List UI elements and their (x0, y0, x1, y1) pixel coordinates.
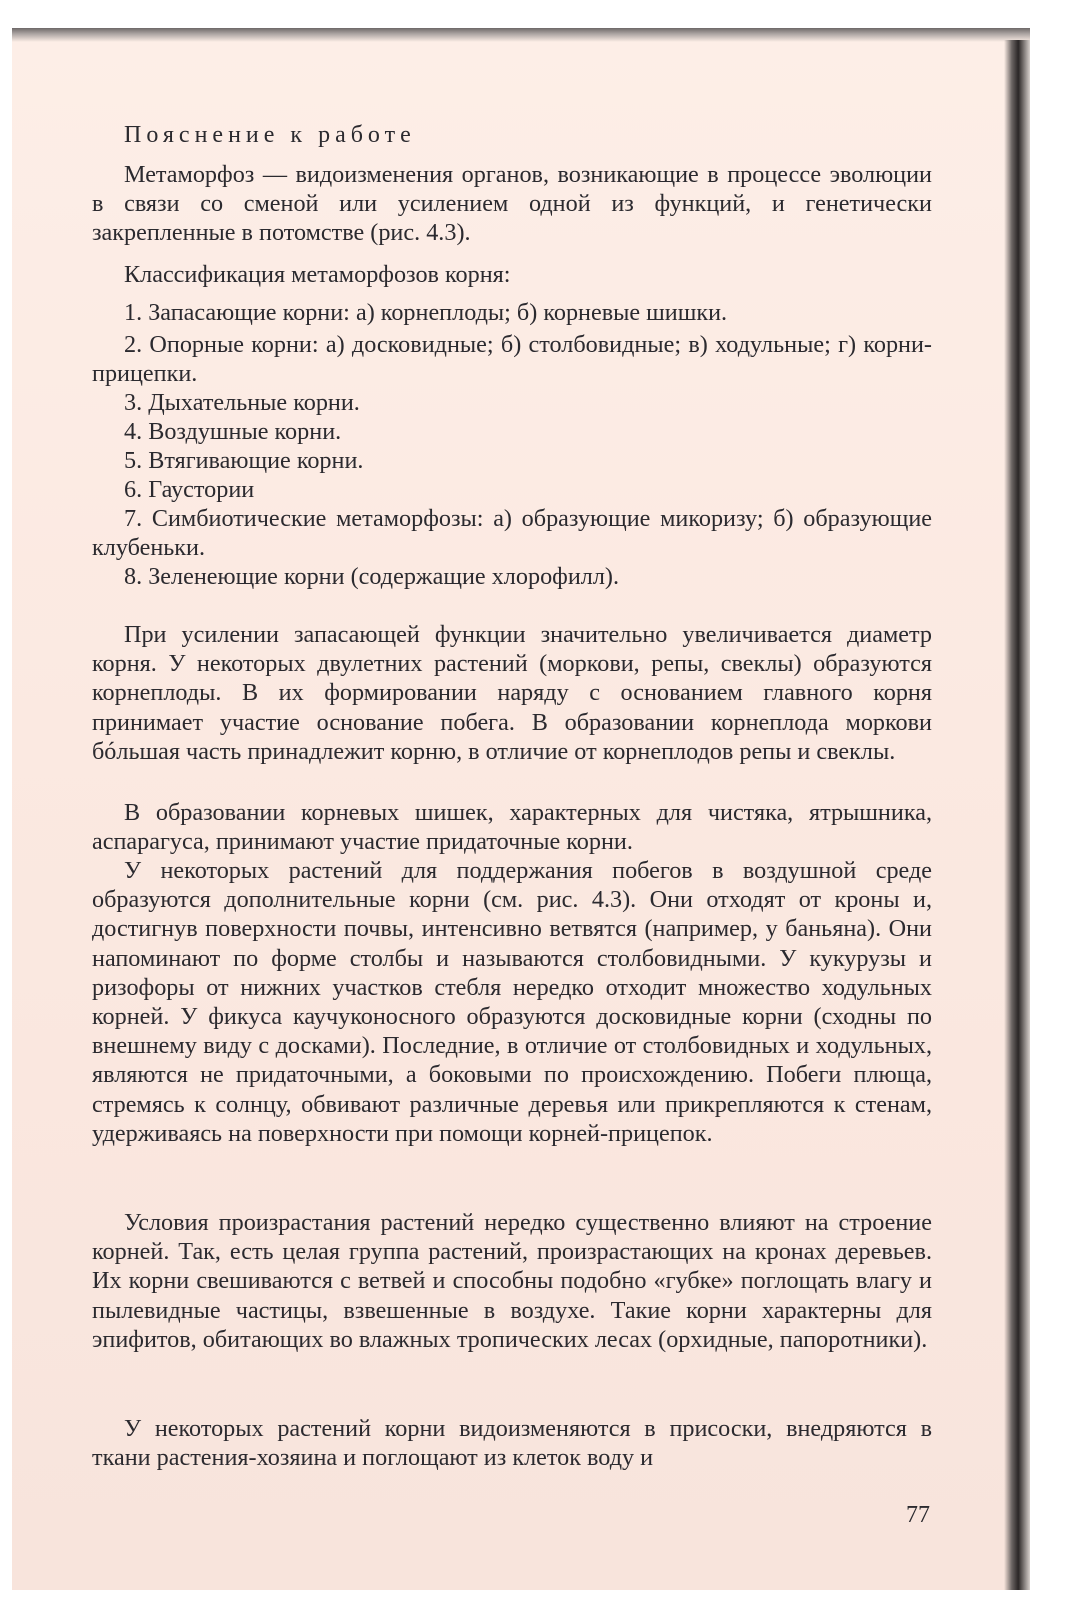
body-paragraph-1: При усилении запасающей функции значительно увеличивается диаметр корня. У некоторых двулетних растений (моркови, репы, свеклы) образуются корнеплоды. В их формировании наряду с основанием главного корня принимает участие основание побега. В образовании корнеплода моркови бóльшая часть принадлежит корню, в отличие от корнеплодов репы и свеклы. (92, 621, 932, 765)
list-item-2: 2. Опорные корни: а) досковидные; б) столбовидные; в) ходульные; г) корни-прицепки. (92, 331, 932, 388)
body-paragraph-2: В образовании корневых шишек, характерных для чистяка, ятрышника, аспарагуса, принимают участие придаточные корни. (92, 799, 932, 856)
body-paragraph-3: У некоторых растений для поддержания побегов в воздушной среде образуются дополнительные корни (см. рис. 4.3). Они отходят от кроны и, достигнув поверхности почвы, интенсивно ветвятся (например, у баньяна). Они напоминают по форме столбы и называются столбовидными. У кукурузы и ризофоры от нижних участков стебля нередко отходит множество ходульных корней. У фикуса каучуконосного образуются досковидные корни (сходны по внешнему виду с досками). Последние, в отличие от столбовидных и ходульных, являются не придаточными, а боковыми по происхождению. Побеги плюща, стремясь к солнцу, обвивают различные деревья или прикрепляются к стенам, удерживаясь на поверхности при помощи корней-прицепок. (92, 857, 932, 1147)
list-item-7: 7. Симбиотические метаморфозы: а) образующие микоризу; б) образующие клубеньки. (92, 505, 932, 562)
list-item-3: 3. Дыхательные корни. (124, 389, 360, 416)
intro-paragraph: Метаморфоз — видоизменения органов, возникающие в процессе эволюции в связи со сменой или усилением одной из функций, и генетически закрепленные в потомстве (рис. 4.3). (92, 161, 932, 247)
body-paragraph-4: Условия произрастания растений нередко существенно влияют на строение корней. Так, есть целая группа растений, произрастающих на кронах деревьев. Их корни свешиваются с ветвей и способны подобно «губке» поглощать влагу и пылевидные частицы, взвешенные в воздухе. Такие корни характерны для эпифитов, обитающих во влажных тропических лесах (орхидные, папоротники). (92, 1209, 932, 1353)
book-spine-shadow (1004, 40, 1030, 1590)
list-item-8: 8. Зеленеющие корни (содержащие хлорофилл). (124, 563, 620, 590)
body-paragraph-5: У некоторых растений корни видоизменяются в присоски, внедряются в ткани растения-хозяина и поглощают из клеток воду и (92, 1415, 932, 1472)
scan-top-shadow (12, 28, 1030, 42)
classification-title: Классификация метаморфозов корня: (124, 261, 511, 288)
list-item-6: 6. Гаустории (124, 476, 255, 503)
list-item-1: 1. Запасающие корни: а) корнеплоды; б) корневые шишки. (124, 299, 728, 326)
section-heading: Пояснение к работе (124, 122, 416, 148)
list-item-5: 5. Втягивающие корни. (124, 447, 364, 474)
page-number: 77 (906, 1502, 930, 1528)
list-item-4: 4. Воздушные корни. (124, 418, 342, 445)
